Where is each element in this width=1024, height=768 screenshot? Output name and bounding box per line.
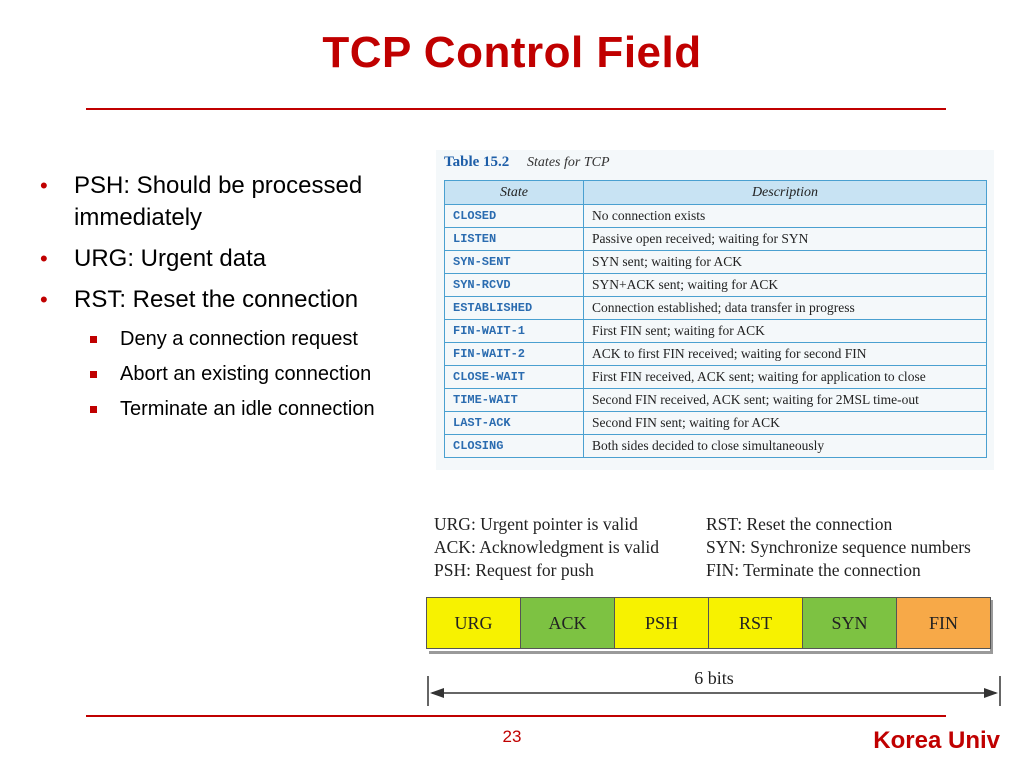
table-row: [445, 366, 987, 389]
legend-item: RST: Reset the connection: [706, 514, 893, 534]
bullet-item: [40, 243, 420, 275]
bullet-item: [40, 170, 420, 234]
square-bullet-icon: [90, 406, 97, 413]
sub-bullet-item: [90, 360, 420, 389]
bullet-dot-icon: •: [40, 287, 48, 312]
state-cell: CLOSING: [445, 435, 584, 458]
bullet-text: URG: Urgent data: [74, 245, 267, 272]
slide-title: TCP Control Field: [322, 28, 702, 77]
flag-box-urg: URG: [426, 597, 521, 649]
state-cell: FIN-WAIT-2: [445, 343, 584, 366]
bullet-text: RST: Reset the connection: [74, 286, 359, 313]
table-row: [445, 228, 987, 251]
legend-item: URG: Urgent pointer is valid: [434, 514, 638, 534]
table-row: [445, 274, 987, 297]
state-cell: TIME-WAIT: [445, 389, 584, 412]
description-cell: No connection exists: [584, 205, 987, 228]
column-header-state: State: [445, 181, 584, 205]
footer-logo: Korea Univ: [873, 727, 1000, 754]
bullet-list: [40, 170, 420, 430]
description-cell: Connection established; data transfer in progress: [584, 297, 987, 320]
table-header-row: [445, 181, 987, 205]
description-cell: Passive open received; waiting for SYN: [584, 228, 987, 251]
state-cell: CLOSED: [445, 205, 584, 228]
state-cell: LAST-ACK: [445, 412, 584, 435]
legend-column-left: [434, 513, 704, 582]
tcp-states-table-figure: [436, 150, 994, 470]
state-cell: SYN-RCVD: [445, 274, 584, 297]
state-cell: SYN-SENT: [445, 251, 584, 274]
description-cell: First FIN sent; waiting for ACK: [584, 320, 987, 343]
legend-column-right: [706, 513, 971, 582]
flag-box-ack: ACK: [520, 597, 615, 649]
table-row: [445, 435, 987, 458]
description-cell: Second FIN received, ACK sent; waiting for 2MSL time-out: [584, 389, 987, 412]
description-cell: Both sides decided to close simultaneously: [584, 435, 987, 458]
legend-item: PSH: Request for push: [434, 560, 594, 580]
table-caption: [444, 154, 610, 171]
sub-bullet-item: [90, 325, 420, 354]
page-number: 23: [502, 727, 522, 746]
bottom-divider: [86, 715, 946, 717]
column-header-description: Description: [584, 181, 987, 205]
tcp-states-table: [444, 180, 987, 458]
square-bullet-icon: [90, 336, 97, 343]
table-caption-text: States for TCP: [527, 155, 610, 170]
description-cell: ACK to first FIN received; waiting for second FIN: [584, 343, 987, 366]
bullet-text: PSH: Should be processed immediately: [74, 172, 363, 231]
legend-item: ACK: Acknowledgment is valid: [434, 537, 660, 557]
bullet-dot-icon: •: [40, 246, 48, 271]
sub-bullet-text: Deny a connection request: [120, 328, 358, 350]
flag-box-rst: RST: [708, 597, 803, 649]
table-row: [445, 251, 987, 274]
table-number: Table 15.2: [444, 154, 510, 170]
legend-item: FIN: Terminate the connection: [706, 560, 921, 580]
table-row: [445, 343, 987, 366]
description-cell: Second FIN sent; waiting for ACK: [584, 412, 987, 435]
table-row: [445, 205, 987, 228]
legend-item: SYN: Synchronize sequence numbers: [706, 537, 971, 557]
double-arrow-icon: [426, 676, 1002, 706]
sub-bullet-text: Abort an existing connection: [120, 363, 372, 385]
table-row: [445, 389, 987, 412]
table-row: [445, 297, 987, 320]
flag-box-psh: PSH: [614, 597, 709, 649]
top-divider: [86, 108, 946, 110]
state-cell: LISTEN: [445, 228, 584, 251]
table-row: [445, 412, 987, 435]
table-body: [445, 205, 987, 458]
flag-box-syn: SYN: [802, 597, 897, 649]
flag-box-fin: FIN: [896, 597, 991, 649]
state-cell: CLOSE-WAIT: [445, 366, 584, 389]
table-row: [445, 320, 987, 343]
state-cell: FIN-WAIT-1: [445, 320, 584, 343]
state-cell: ESTABLISHED: [445, 297, 584, 320]
bits-dimension: [426, 668, 1002, 708]
description-cell: SYN sent; waiting for ACK: [584, 251, 987, 274]
bits-label: 6 bits: [694, 668, 734, 688]
description-cell: SYN+ACK sent; waiting for ACK: [584, 274, 987, 297]
sub-bullet-item: [90, 395, 420, 424]
bullet-item: [40, 284, 420, 316]
bullet-dot-icon: •: [40, 173, 48, 198]
square-bullet-icon: [90, 371, 97, 378]
sub-bullet-text: Terminate an idle connection: [120, 398, 375, 420]
description-cell: First FIN received, ACK sent; waiting for application to close: [584, 366, 987, 389]
control-flags-bar: [426, 597, 990, 651]
